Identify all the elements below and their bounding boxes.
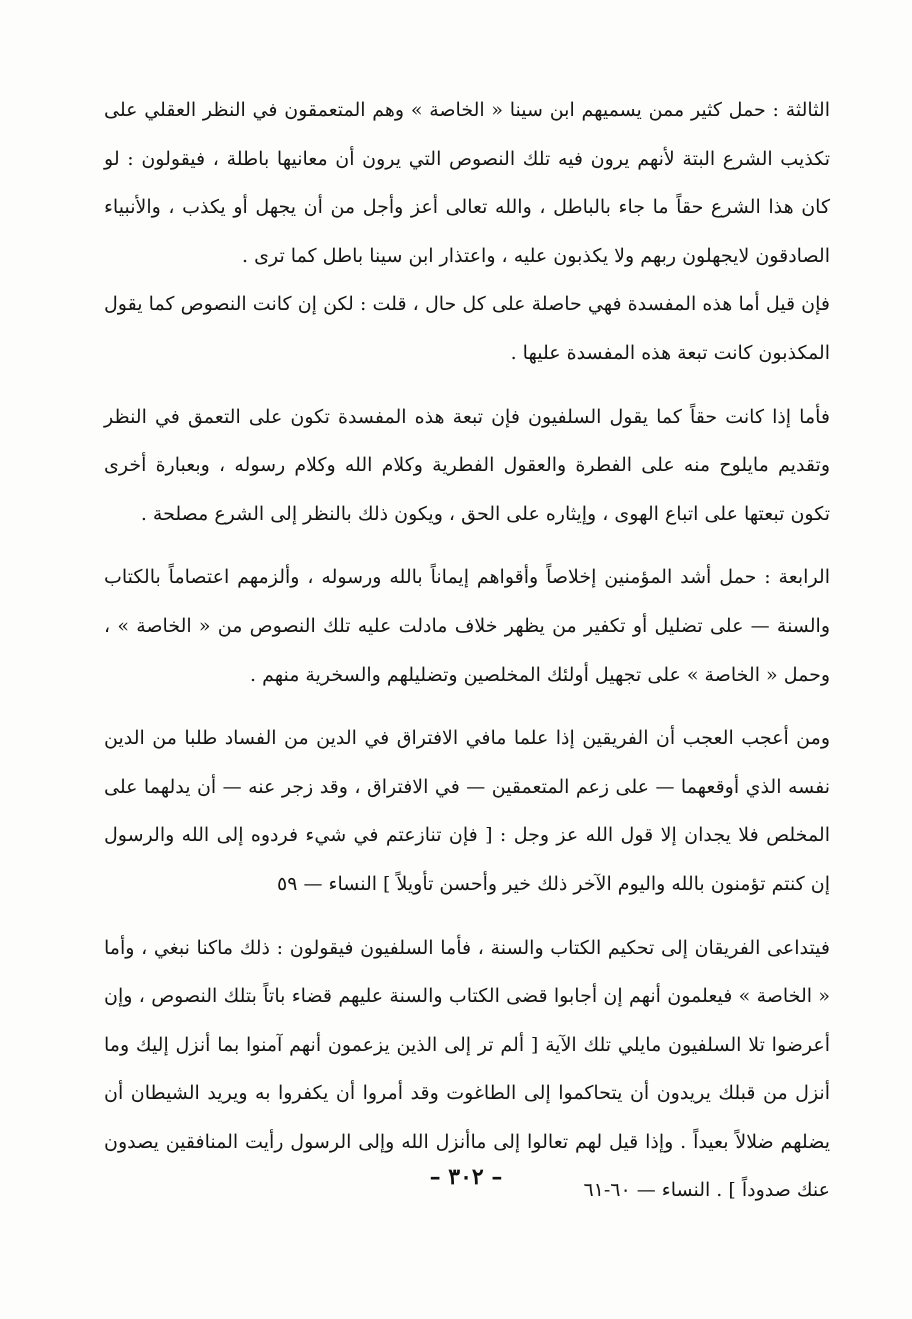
paragraph-wonder: ومن أعجب العجب أن الفريقين إذا علما مافي الافتراق في الدين من الفساد طلبا من الدين نفسه الذي أوقعهما — على زعم المتعمقين — في الافتراق ، وقد زجر عنه — أن يدلهما على المخلص فلا يجدان إلا قول الله عز وجل : [ فإن تنازعتم في شيء فردوه إلى الله والرسول إن كنتم تؤمنون بالله واليوم الآخر ذلك خير وأحسن تأويلاً ] النساء — ٥٩ <box>104 727 830 895</box>
paragraph-arbitration: فيتداعى الفريقان إلى تحكيم الكتاب والسنة ، فأما السلفيون فيقولون : ذلك ماكنا نبغي ، وأما « الخاصة » فيعلمون أنهم إن أجابوا قضى الكتاب والسنة عليهم قضاء باتاً بتلك النصوص ، وإن أعرضوا تلا السلفيون مايلي تلك الآية [ ألم تر إلى الذين يزعمون أنهم آمنوا بما أنزل إليك وما أنزل من قبلك يريدون أن يتحاكموا إلى الطاغوت وقد أمروا أن يكفروا به ويريد الشيطان أن يضلهم ضلالاً بعيداً . وإذا قيل لهم تعالوا إلى ماأنزل الله وإلى الرسول رأيت المنافقين يصدون عنك صدوداً ] . النساء — ٦٠-٦١ <box>104 936 830 1202</box>
paragraph-gap <box>104 378 830 393</box>
page-body-text <box>104 86 830 1215</box>
paragraph-third-point: الثالثة : حمل كثير ممن يسميهم ابن سينا « الخاصة » وهم المتعمقون في النظر العقلي على تكذيب الشرع البتة لأنهم يرون فيه تلك النصوص التي يرون أن معانيها باطلة ، فيقولون : لو كان هذا الشرع حقاً ما جاء بالباطل ، والله تعالى أعز وأجل من أن يجهل أو يكذب ، والأنبياء الصادقون لايجهلون ربهم ولا يكذبون عليه ، واعتذار ابن سينا باطل كما ترى . <box>104 99 830 267</box>
paragraph-salafi-view: فأما إذا كانت حقاً كما يقول السلفيون فإن تبعة هذه المفسدة تكون على التعمق في النظر وتقديم مايلوح منه على الفطرة والعقول الفطرية وكلام الله وكلام رسوله ، وبعبارة أخرى تكون تبعتها على اتباع الهوى ، وإيثاره على الحق ، ويكون ذلك بالنظر إلى الشرع مصلحة . <box>104 405 830 525</box>
paragraph-gap <box>104 538 830 553</box>
paragraph-fourth-point: الرابعة : حمل أشد المؤمنين إخلاصاً وأقواهم إيماناً بالله ورسوله ، وألزمهم اعتصاماً بالكتاب والسنة — على تضليل أو تكفير من يظهر خلاف مادلت عليه تلك النصوص من « الخاصة » ، وحمل « الخاصة » على تجهيل أولئك المخلصين وتضليلهم والسخرية منهم . <box>104 566 830 686</box>
paragraph-gap <box>104 699 830 714</box>
paragraph-objection: فإن قيل أما هذه المفسدة فهي حاصلة على كل حال ، قلت : لكن إن كانت النصوص كما يقول المكذبون كانت تبعة هذه المفسدة عليها . <box>104 293 830 364</box>
page-number: – ٣٠٢ – <box>429 1164 503 1190</box>
paragraph-gap <box>104 909 830 924</box>
